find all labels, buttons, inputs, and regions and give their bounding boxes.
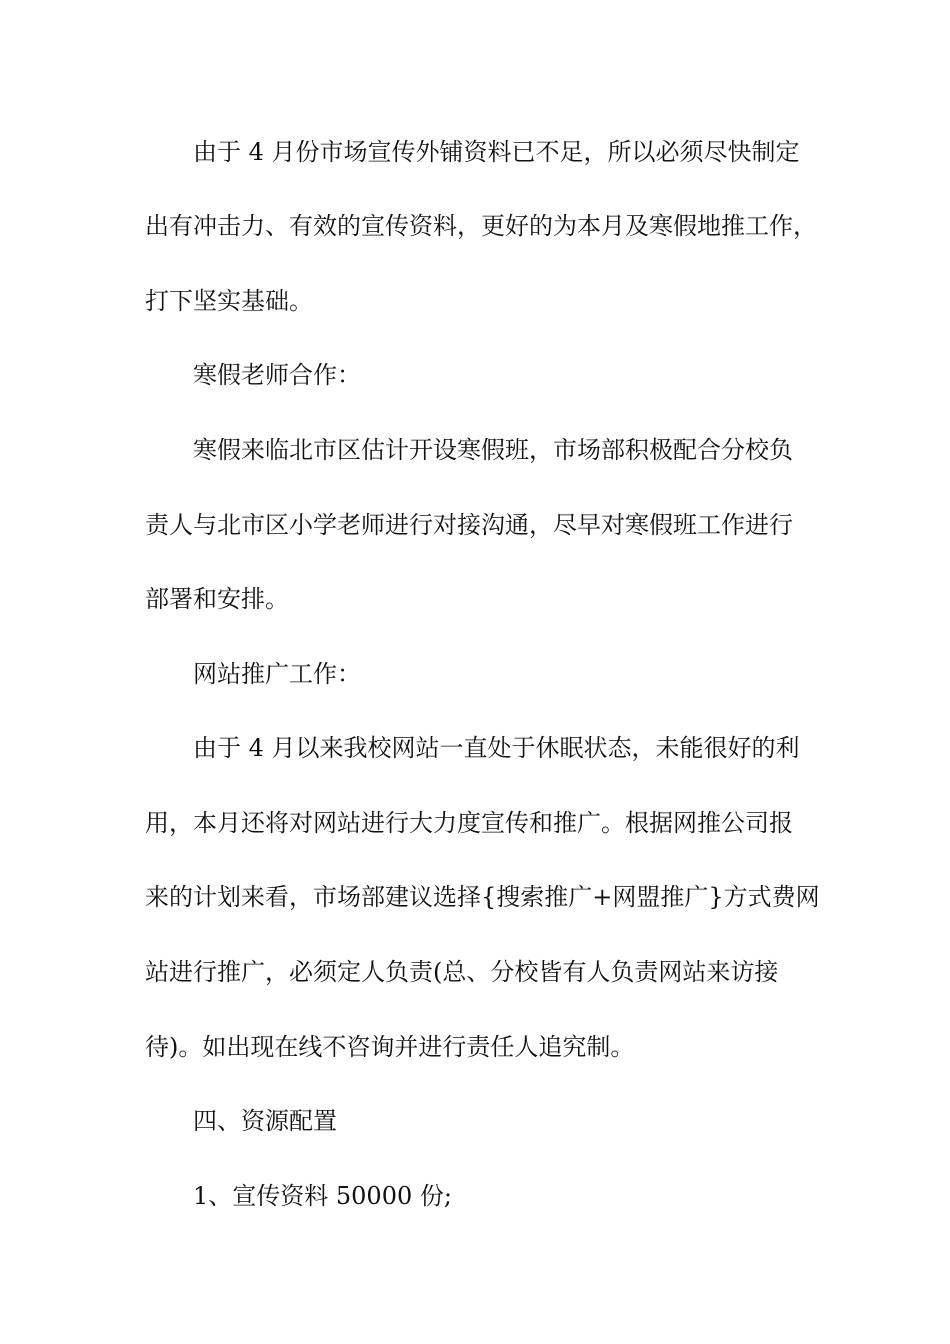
paragraph-line-10: 用，本月还将对网站进行大力度宣传和推广。根据网推公司报 [145,809,793,837]
list-item-1: 1、宣传资料 50000 份; [193,1182,452,1210]
section-heading-teacher-cooperation: 寒假老师合作： [193,361,361,389]
paragraph-line-13: 待)。如出现在线不咨询并进行责任人追究制。 [145,1033,635,1061]
paragraph-line-7: 部署和安排。 [145,585,289,613]
paragraph-line-12: 站进行推广，必须定人负责(总、分校皆有人负责网站来访接 [145,958,779,986]
section-heading-resource-allocation: 四、资源配置 [193,1107,337,1135]
paragraph-line-2: 出有冲击力、有效的宣传资料，更好的为本月及寒假地推工作， [145,212,817,240]
paragraph-line-5: 寒假来临北市区估计开设寒假班，市场部积极配合分校负 [193,436,793,464]
paragraph-line-9: 由于 4 月以来我校网站一直处于休眠状态，未能很好的利 [193,734,800,762]
paragraph-line-1: 由于 4 月份市场宣传外铺资料已不足，所以必须尽快制定 [193,138,800,166]
paragraph-line-6: 责人与北市区小学老师进行对接沟通，尽早对寒假班工作进行 [145,511,793,539]
paragraph-line-11: 来的计划来看，市场部建议选择{搜索推广+网盟推广}方式费网 [145,883,820,911]
paragraph-line-3: 打下坚实基础。 [145,287,313,315]
section-heading-website-promotion: 网站推广工作： [193,660,361,688]
